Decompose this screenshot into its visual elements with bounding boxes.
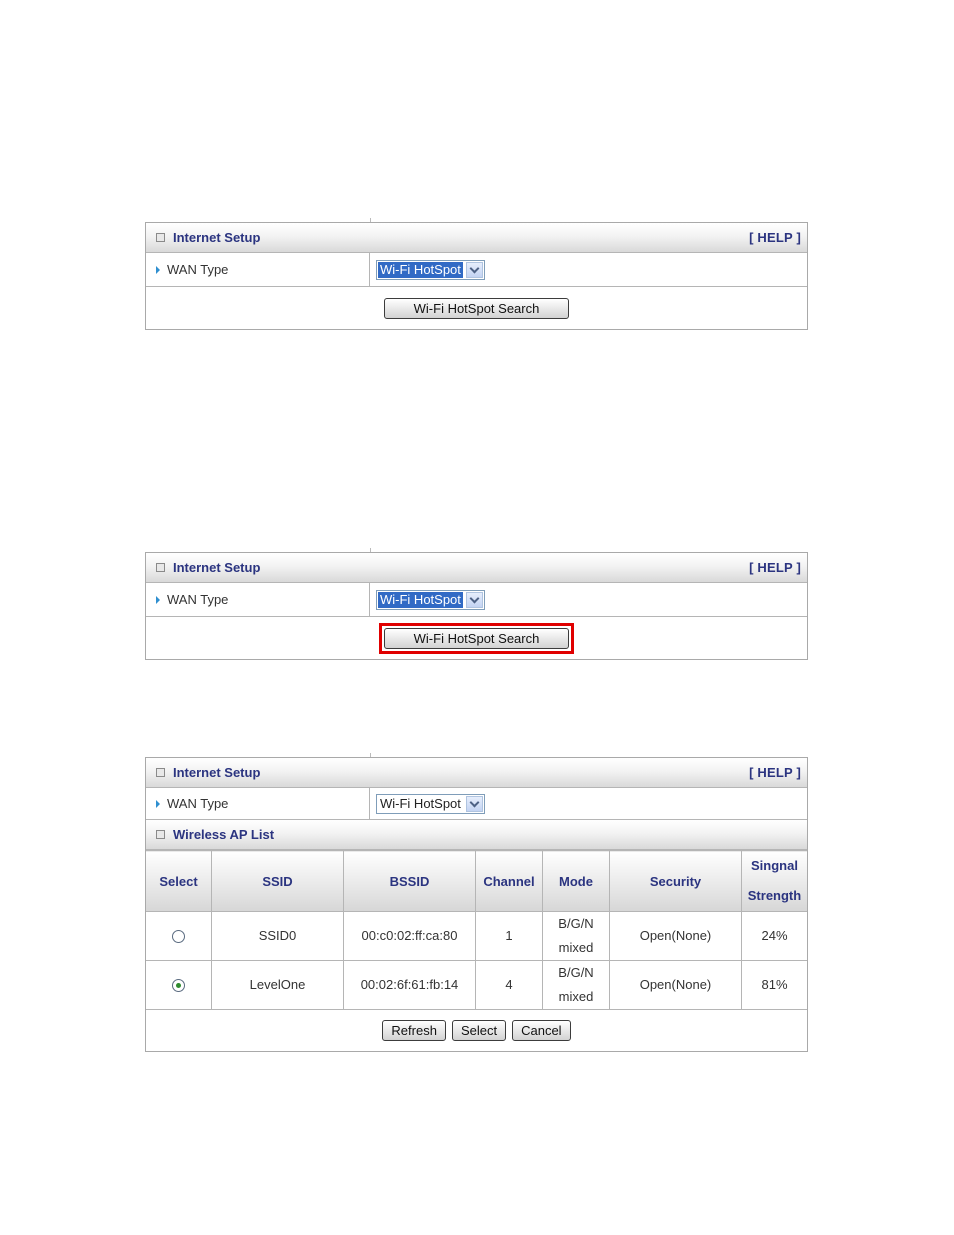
select-button[interactable]: Select	[452, 1020, 506, 1041]
select-radio[interactable]	[172, 979, 185, 992]
col-security: Security	[610, 851, 742, 912]
dropdown-button[interactable]	[466, 592, 483, 608]
mode-cell: B/G/N mixed	[543, 961, 610, 1010]
channel-cell: 4	[476, 961, 543, 1010]
wan-type-value: Wi-Fi HotSpot	[380, 261, 461, 277]
internet-setup-panel-3	[145, 757, 808, 1052]
signal-line2: Strength	[747, 888, 802, 903]
col-signal-strength	[742, 851, 808, 912]
wan-type-value: Wi-Fi HotSpot	[380, 591, 461, 607]
triangle-right-icon	[156, 800, 160, 808]
cancel-button[interactable]: Cancel	[512, 1020, 570, 1041]
ssid-cell: SSID0	[212, 912, 344, 961]
wan-type-select[interactable]	[376, 794, 485, 814]
col-select: Select	[146, 851, 212, 912]
dropdown-button[interactable]	[466, 262, 483, 278]
chevron-down-icon	[469, 263, 479, 273]
wan-type-row	[146, 253, 807, 287]
divider-tick	[370, 218, 371, 222]
channel-cell: 1	[476, 912, 543, 961]
square-bullet-icon	[156, 830, 165, 839]
help-link[interactable]: [ HELP ]	[749, 230, 801, 245]
col-channel: Channel	[476, 851, 543, 912]
table-header-row	[146, 851, 807, 912]
wan-type-select[interactable]	[376, 260, 485, 280]
internet-setup-panel-1	[145, 222, 808, 330]
ap-list-actions	[146, 1010, 807, 1051]
col-bssid: BSSID	[344, 851, 476, 912]
security-cell: Open(None)	[610, 912, 742, 961]
panel-header	[146, 223, 807, 253]
ap-list-table	[146, 850, 807, 1010]
signal-cell: 24%	[742, 912, 808, 961]
triangle-right-icon	[156, 596, 160, 604]
internet-setup-panel-2	[145, 552, 808, 660]
col-mode: Mode	[543, 851, 610, 912]
bssid-cell: 00:c0:02:ff:ca:80	[344, 912, 476, 961]
wan-type-select[interactable]	[376, 590, 485, 610]
select-radio[interactable]	[172, 930, 185, 943]
triangle-right-icon	[156, 266, 160, 274]
ssid-cell: LevelOne	[212, 961, 344, 1010]
square-bullet-icon	[156, 563, 165, 572]
ap-list-header	[146, 820, 807, 850]
refresh-button[interactable]: Refresh	[382, 1020, 446, 1041]
wan-type-row	[146, 788, 807, 820]
divider-tick	[370, 753, 371, 757]
wan-type-label: WAN Type	[167, 592, 229, 607]
help-link[interactable]: [ HELP ]	[749, 560, 801, 575]
panel-title: Internet Setup	[173, 765, 261, 780]
signal-line1: Singnal	[751, 858, 798, 873]
wan-type-row	[146, 583, 807, 617]
panel-title: Internet Setup	[173, 230, 261, 245]
wan-type-label: WAN Type	[167, 796, 229, 811]
divider-tick	[370, 548, 371, 552]
hotspot-search-button[interactable]: Wi-Fi HotSpot Search	[384, 628, 569, 649]
panel-header	[146, 758, 807, 788]
square-bullet-icon	[156, 768, 165, 777]
col-ssid: SSID	[212, 851, 344, 912]
table-row	[146, 912, 807, 961]
square-bullet-icon	[156, 233, 165, 242]
table-row	[146, 961, 807, 1010]
dropdown-button[interactable]	[466, 796, 483, 812]
chevron-down-icon	[469, 593, 479, 603]
mode-cell: B/G/N mixed	[543, 912, 610, 961]
chevron-down-icon	[469, 797, 479, 807]
wan-type-value: Wi-Fi HotSpot	[380, 795, 461, 811]
security-cell: Open(None)	[610, 961, 742, 1010]
panel-title: Internet Setup	[173, 560, 261, 575]
hotspot-search-button[interactable]: Wi-Fi HotSpot Search	[384, 298, 569, 319]
panel-header	[146, 553, 807, 583]
help-link[interactable]: [ HELP ]	[749, 765, 801, 780]
wan-type-label: WAN Type	[167, 262, 229, 277]
highlight-box	[379, 623, 574, 654]
bssid-cell: 00:02:6f:61:fb:14	[344, 961, 476, 1010]
signal-cell: 81%	[742, 961, 808, 1010]
ap-list-title: Wireless AP List	[173, 827, 275, 842]
